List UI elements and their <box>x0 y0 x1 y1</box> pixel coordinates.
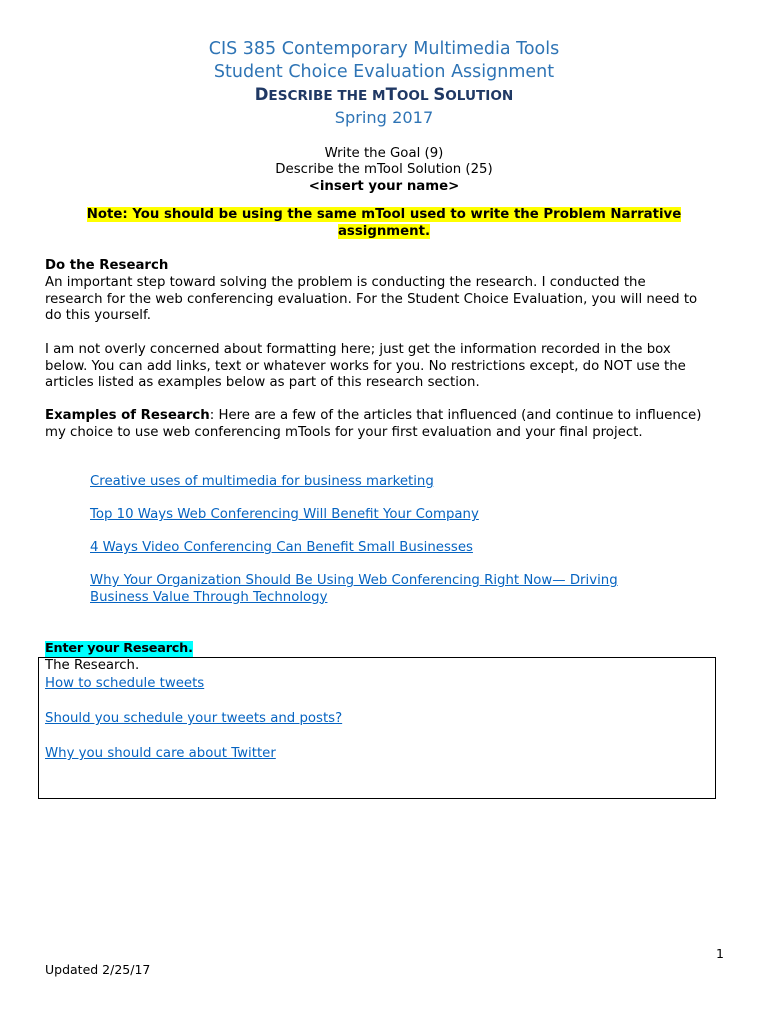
research-link[interactable]: Should you schedule your tweets and posts? <box>45 711 343 726</box>
term: Spring 2017 <box>334 108 434 127</box>
subtitle-part: OOL <box>396 88 434 104</box>
research-box-heading: The Research. <box>45 658 140 673</box>
examples-text: : Here are a few of the articles that influenced (and continue to influence) my choice to use web conferencing mTools for your first evaluation and your final project. <box>45 408 702 440</box>
updated-date: Updated 2/25/17 <box>45 962 151 977</box>
subtitle-part: ESCRIBE THE M <box>268 88 386 104</box>
assignment-title: Student Choice Evaluation Assignment <box>213 62 555 82</box>
research-heading: Do the Research <box>45 258 169 273</box>
subtitle-part: S <box>433 85 446 104</box>
research-entry-box[interactable] <box>38 657 716 799</box>
course-title: CIS 385 Contemporary Multimedia Tools <box>208 39 560 59</box>
solution-line: Describe the mTool Solution (25) <box>275 162 493 177</box>
enter-research-label: Enter your Research. <box>45 641 193 656</box>
example-link[interactable]: 4 Ways Video Conferencing Can Benefit Small Businesses <box>90 540 473 555</box>
page-number: 1 <box>716 946 724 961</box>
research-paragraph: An important step toward solving the problem is conducting the research. I conducted the research for the web conferencing evaluation. For the Student Choice Evaluation, you will need to do this yourself. <box>45 275 698 323</box>
document-subtitle <box>0 86 768 105</box>
format-paragraph: I am not overly concerned about formatting here; just get the information recorded in the box below. You can add links, text or whatever works for you. No restrictions except, do NOT use the articles listed as examples below as part of this research section. <box>45 342 686 390</box>
examples-paragraph <box>45 408 705 441</box>
example-link[interactable]: Why Your Organization Should Be Using Web Conferencing Right Now— Driving Business Value Through Technology <box>90 573 618 605</box>
example-link[interactable]: Top 10 Ways Web Conferencing Will Benefit Your Company <box>90 507 479 522</box>
research-link[interactable]: How to schedule tweets <box>45 676 205 691</box>
subtitle-part: T <box>385 85 397 104</box>
subtitle-part: OLUTION <box>445 88 514 104</box>
note-text: Note: You should be using the same mTool used to write the Problem Narrative assignment. <box>86 207 682 239</box>
research-link[interactable]: Why you should care about Twitter <box>45 746 276 761</box>
example-link[interactable]: Creative uses of multimedia for business marketing <box>90 474 434 489</box>
subtitle-part: D <box>254 85 269 104</box>
name-placeholder: <insert your name> <box>308 179 460 194</box>
note <box>60 207 708 240</box>
goal-line: Write the Goal (9) <box>324 146 444 161</box>
examples-label: Examples of Research <box>45 408 210 423</box>
